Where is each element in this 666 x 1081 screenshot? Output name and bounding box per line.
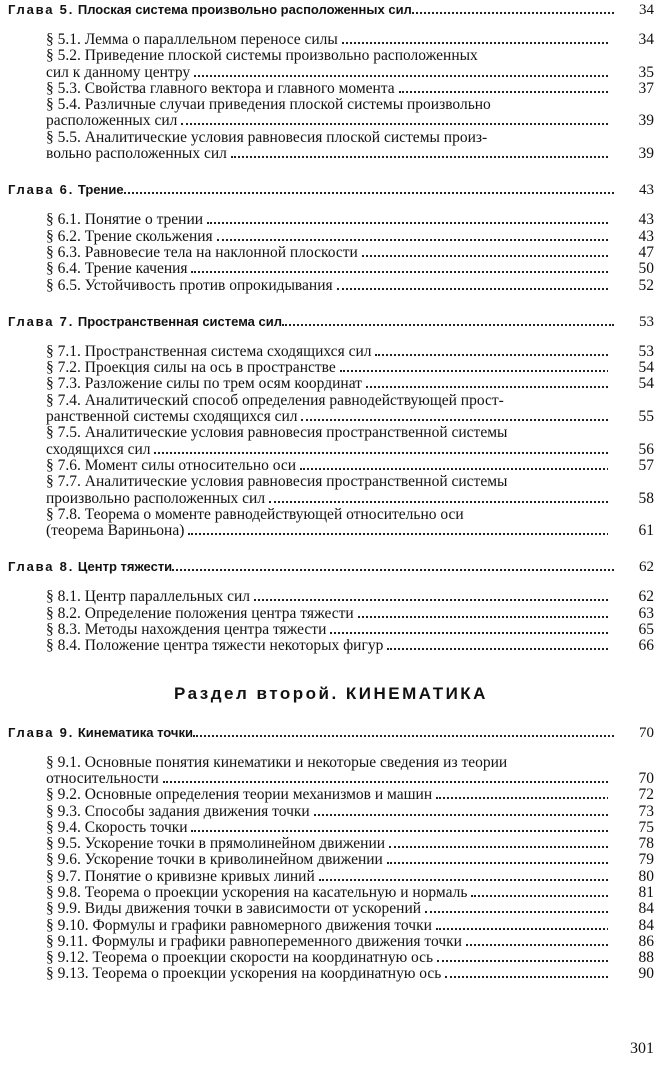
dot-leader xyxy=(191,826,608,832)
section-text: § 7.7. Аналитические условия равновесия пространственной системы xyxy=(46,474,508,491)
section-entry[interactable] xyxy=(46,360,654,376)
part-heading: Раздел второй. КИНЕМАТИКА xyxy=(174,683,488,703)
section-entry[interactable] xyxy=(46,32,654,48)
section-text: § 9.12. Теорема о проекции скорости на координатную ось xyxy=(46,950,434,967)
section-entry[interactable] xyxy=(46,376,654,392)
section-text: § 6.3. Равновесие тела на наклонной плоскости xyxy=(46,244,358,261)
section-page: 61 xyxy=(638,522,654,540)
chapter-heading[interactable] xyxy=(8,723,654,743)
dot-leader xyxy=(301,415,608,421)
dot-leader xyxy=(254,595,608,601)
section-line xyxy=(46,885,608,901)
section-page: 47 xyxy=(638,243,654,261)
section-line xyxy=(46,146,608,162)
section-line xyxy=(46,278,608,294)
section-entry[interactable] xyxy=(46,81,654,97)
section-entry[interactable] xyxy=(46,622,654,638)
section-line xyxy=(46,507,608,523)
section-line xyxy=(46,852,608,868)
dot-leader xyxy=(436,793,608,799)
section-text: относительности xyxy=(46,770,159,787)
section-entry[interactable] xyxy=(46,804,654,820)
section-text: § 9.7. Понятие о кривизне кривых линий xyxy=(46,868,315,885)
section-text: § 9.2. Основные определения теории механизмов и машин xyxy=(46,787,433,804)
section-text: произвольно расположенных сил xyxy=(46,490,266,507)
section-text: § 9.4. Скорость точки xyxy=(46,819,188,836)
section-line xyxy=(46,606,608,622)
section-page: 43 xyxy=(638,227,654,245)
chapter-label: Глава 9. xyxy=(8,724,75,740)
chapter-title: Кинематика точки xyxy=(77,724,193,740)
dot-leader xyxy=(425,907,608,913)
section-page: 80 xyxy=(638,867,654,885)
section-line xyxy=(46,113,608,129)
section-page: 79 xyxy=(638,851,654,869)
section-text: § 5.5. Аналитические условия равновесия плоской системы произ- xyxy=(46,129,488,146)
section-entry[interactable] xyxy=(46,820,654,836)
section-line xyxy=(46,771,608,787)
spacer xyxy=(8,200,654,212)
section-text: § 9.1. Основные понятия кинематики и некоторые сведения из теории xyxy=(46,754,508,771)
section-text: § 5.3. Свойства главного вектора и главного момента xyxy=(46,80,395,97)
page-number: 301 xyxy=(630,1040,654,1057)
dot-leader xyxy=(172,565,614,571)
section-text: § 7.1. Пространственная система сходящихся сил xyxy=(46,343,372,360)
chapter-label: Глава 6. xyxy=(8,182,75,198)
section-page: 54 xyxy=(638,359,654,377)
section-text: § 7.3. Разложение силы по трем осям координат xyxy=(46,376,362,393)
section-text: § 5.2. Приведение плоской системы произвольно расположенных xyxy=(46,48,478,65)
dot-leader xyxy=(362,251,608,257)
section-line xyxy=(46,804,608,820)
chapter-title: Трение xyxy=(77,182,124,198)
section-line xyxy=(46,48,608,64)
chapter-page: 34 xyxy=(639,2,654,18)
dot-leader xyxy=(231,152,608,158)
section-entry[interactable] xyxy=(46,885,654,901)
section-line xyxy=(46,918,608,934)
section-line xyxy=(46,622,608,638)
section-entry[interactable] xyxy=(46,474,654,507)
section-text: § 7.8. Теорема о моменте равнодействующей относительно оси xyxy=(46,506,464,523)
section-text: § 6.2. Трение скольжения xyxy=(46,228,213,245)
section-page: 63 xyxy=(638,604,654,622)
section-page: 65 xyxy=(638,621,654,639)
section-entry[interactable] xyxy=(46,229,654,245)
spacer xyxy=(8,539,654,557)
spacer xyxy=(8,577,654,589)
section-page: 43 xyxy=(638,211,654,229)
spacer xyxy=(8,332,654,344)
section-text: § 6.4. Трение качения xyxy=(46,261,188,278)
section-line xyxy=(46,966,608,982)
dot-leader xyxy=(437,956,608,962)
dot-leader xyxy=(207,218,608,224)
section-text: § 8.2. Определение положения центра тяжести xyxy=(46,605,354,622)
section-entry[interactable] xyxy=(46,97,654,130)
dot-leader xyxy=(375,350,608,356)
dot-leader xyxy=(269,497,608,503)
section-page: 39 xyxy=(638,145,654,163)
section-text: § 7.2. Проекция силы на ось в пространстве xyxy=(46,360,336,377)
spacer xyxy=(8,162,654,180)
dot-leader xyxy=(342,38,608,44)
chapter-heading[interactable] xyxy=(8,0,654,20)
section-entry[interactable] xyxy=(46,344,654,360)
dot-leader xyxy=(389,842,608,848)
dot-leader xyxy=(436,924,608,930)
section-line xyxy=(46,869,608,885)
section-page: 66 xyxy=(638,637,654,655)
section-text: § 9.8. Теорема о проекции ускорения на касательную и нормаль xyxy=(46,884,468,901)
section-line xyxy=(46,950,608,966)
section-text: сходящихся сил xyxy=(46,441,151,458)
section-text: § 7.4. Аналитический способ определения равнодействующей прост- xyxy=(46,392,504,409)
dot-leader xyxy=(399,87,608,93)
dot-leader xyxy=(366,382,608,388)
section-text: § 6.5. Устойчивость против опрокидывания xyxy=(46,277,333,294)
section-entry[interactable] xyxy=(46,393,654,426)
chapter-page: 53 xyxy=(639,313,654,330)
section-line xyxy=(46,836,608,852)
section-text: § 8.3. Методы нахождения центра тяжести xyxy=(46,622,327,639)
chapter-page: 70 xyxy=(639,724,654,741)
section-text: § 9.3. Способы задания движения точки xyxy=(46,803,310,820)
section-line xyxy=(46,229,608,245)
section-page: 78 xyxy=(638,835,654,853)
section-line xyxy=(46,491,608,507)
chapter-page: 43 xyxy=(639,182,654,199)
section-page: 84 xyxy=(638,916,654,934)
dot-leader xyxy=(387,644,608,650)
dot-leader xyxy=(191,267,608,273)
section-text: § 9.13. Теорема о проекции ускорения на координатную ось xyxy=(46,966,442,983)
section-page: 37 xyxy=(638,79,654,97)
section-page: 81 xyxy=(638,883,654,901)
section-page: 88 xyxy=(638,949,654,967)
dot-leader xyxy=(319,875,608,881)
section-entry[interactable] xyxy=(46,934,654,950)
chapter-page: 62 xyxy=(639,559,654,576)
dot-leader xyxy=(188,529,608,535)
dot-leader xyxy=(337,284,608,290)
section-entry[interactable] xyxy=(46,245,654,261)
section-entry[interactable] xyxy=(46,458,654,474)
chapter-title: Пространственная система сил xyxy=(77,313,282,329)
dot-leader xyxy=(181,119,608,125)
section-page: 34 xyxy=(638,31,654,48)
section-entry[interactable] xyxy=(46,507,654,540)
section-line xyxy=(46,360,608,376)
section-text: § 9.10. Формулы и графики равномерного движения точки xyxy=(46,917,432,934)
section-line xyxy=(46,934,608,950)
section-page: 35 xyxy=(638,63,654,81)
chapter-title: Центр тяжести xyxy=(77,559,173,575)
section-page: 50 xyxy=(638,260,654,278)
section-text: § 9.5. Ускорение точки в прямолинейном движении xyxy=(46,836,386,853)
section-text: вольно расположенных сил xyxy=(46,146,227,163)
chapter-label: Глава 5. xyxy=(8,2,75,17)
section-text: § 7.6. Момент силы относительно оси xyxy=(46,457,297,474)
spacer xyxy=(8,743,654,755)
section-page: 55 xyxy=(638,408,654,426)
section-line xyxy=(46,425,608,441)
section-page: 56 xyxy=(638,440,654,458)
section-entry[interactable] xyxy=(46,261,654,277)
section-line xyxy=(46,901,608,917)
dot-leader xyxy=(124,188,614,194)
section-line xyxy=(46,81,608,97)
spacer xyxy=(8,655,654,673)
section-page: 54 xyxy=(638,375,654,393)
section-text: § 8.1. Центр параллельных сил xyxy=(46,589,251,606)
section-text: § 5.4. Различные случаи приведения плоской системы произвольно xyxy=(46,97,491,114)
dot-leader xyxy=(193,731,614,737)
section-text: § 9.9. Виды движения точки в зависимости от ускорений xyxy=(46,901,422,918)
section-page: 72 xyxy=(638,786,654,804)
section-line xyxy=(46,261,608,277)
dot-leader xyxy=(194,71,608,77)
section-entry[interactable] xyxy=(46,589,654,605)
spacer xyxy=(8,983,654,1001)
section-text: § 9.6. Ускорение точки в криволинейном движении xyxy=(46,852,383,869)
dot-leader xyxy=(314,810,608,816)
section-line xyxy=(46,65,608,81)
section-entry[interactable] xyxy=(46,425,654,458)
section-line xyxy=(46,245,608,261)
chapter-label: Глава 8. xyxy=(8,559,75,575)
section-text: ранственной системы сходящихся сил xyxy=(46,409,298,426)
chapter-heading[interactable] xyxy=(8,180,654,200)
section-line xyxy=(46,523,608,539)
section-entry[interactable] xyxy=(46,901,654,917)
section-page: 73 xyxy=(638,802,654,820)
section-text: расположенных сил xyxy=(46,113,178,130)
dot-leader xyxy=(217,235,608,241)
section-text: § 8.4. Положение центра тяжести некоторых фигур xyxy=(46,638,384,655)
section-page: 86 xyxy=(638,932,654,950)
section-text: § 5.1. Лемма о параллельном переносе силы xyxy=(46,32,338,48)
section-line xyxy=(46,376,608,392)
section-page: 90 xyxy=(638,965,654,983)
section-line xyxy=(46,820,608,836)
dot-leader xyxy=(282,320,614,326)
dot-leader xyxy=(358,612,608,618)
section-line xyxy=(46,393,608,409)
section-line xyxy=(46,130,608,146)
section-page: 57 xyxy=(638,456,654,474)
section-line xyxy=(46,474,608,490)
chapter-label: Глава 7. xyxy=(8,313,75,329)
section-page: 39 xyxy=(638,112,654,130)
chapter-heading[interactable] xyxy=(8,312,654,332)
section-line xyxy=(46,589,608,605)
dot-leader xyxy=(466,940,608,946)
section-entry[interactable] xyxy=(46,755,654,788)
section-entry[interactable] xyxy=(46,638,654,654)
section-page: 53 xyxy=(638,342,654,360)
section-line xyxy=(46,344,608,360)
section-line xyxy=(46,458,608,474)
section-entry[interactable] xyxy=(46,212,654,228)
section-text: сил к данному центру xyxy=(46,64,191,81)
dot-leader xyxy=(300,464,608,470)
section-entry[interactable] xyxy=(46,48,654,81)
section-entry[interactable] xyxy=(46,869,654,885)
section-text: § 7.5. Аналитические условия равновесия пространственной системы xyxy=(46,425,508,442)
section-entry[interactable] xyxy=(46,606,654,622)
dot-leader xyxy=(330,628,608,634)
spacer xyxy=(8,20,654,32)
section-entry[interactable] xyxy=(46,836,654,852)
dot-leader xyxy=(471,891,608,897)
section-text: (теорема Вариньона) xyxy=(46,523,185,540)
dot-leader xyxy=(154,448,608,454)
section-text: § 9.11. Формулы и графики равнопеременного движения точки xyxy=(46,933,462,950)
section-page: 84 xyxy=(638,900,654,918)
section-line xyxy=(46,32,608,48)
dot-leader xyxy=(340,366,608,372)
section-page: 52 xyxy=(638,276,654,294)
section-page: 58 xyxy=(638,489,654,507)
section-entry[interactable] xyxy=(46,130,654,163)
section-line xyxy=(46,787,608,803)
section-entry[interactable] xyxy=(46,278,654,294)
section-line xyxy=(46,755,608,771)
section-line xyxy=(46,638,608,654)
section-entry[interactable] xyxy=(46,950,654,966)
section-page: 75 xyxy=(638,818,654,836)
section-line xyxy=(46,97,608,113)
dot-leader xyxy=(163,777,608,783)
section-entry[interactable] xyxy=(46,852,654,868)
section-entry[interactable] xyxy=(46,918,654,934)
section-entry[interactable] xyxy=(46,787,654,803)
section-line xyxy=(46,442,608,458)
table-of-contents xyxy=(8,0,654,1001)
dot-leader xyxy=(412,8,614,14)
chapter-heading[interactable] xyxy=(8,557,654,577)
section-entry[interactable] xyxy=(46,966,654,982)
section-page: 70 xyxy=(638,769,654,787)
dot-leader xyxy=(387,858,608,864)
chapter-title: Плоская система произвольно расположенных сил xyxy=(77,2,412,17)
section-text: § 6.1. Понятие о трении xyxy=(46,212,204,229)
section-line xyxy=(46,212,608,228)
spacer xyxy=(8,294,654,312)
section-page: 62 xyxy=(638,588,654,606)
section-line xyxy=(46,409,608,425)
dot-leader xyxy=(445,972,608,978)
